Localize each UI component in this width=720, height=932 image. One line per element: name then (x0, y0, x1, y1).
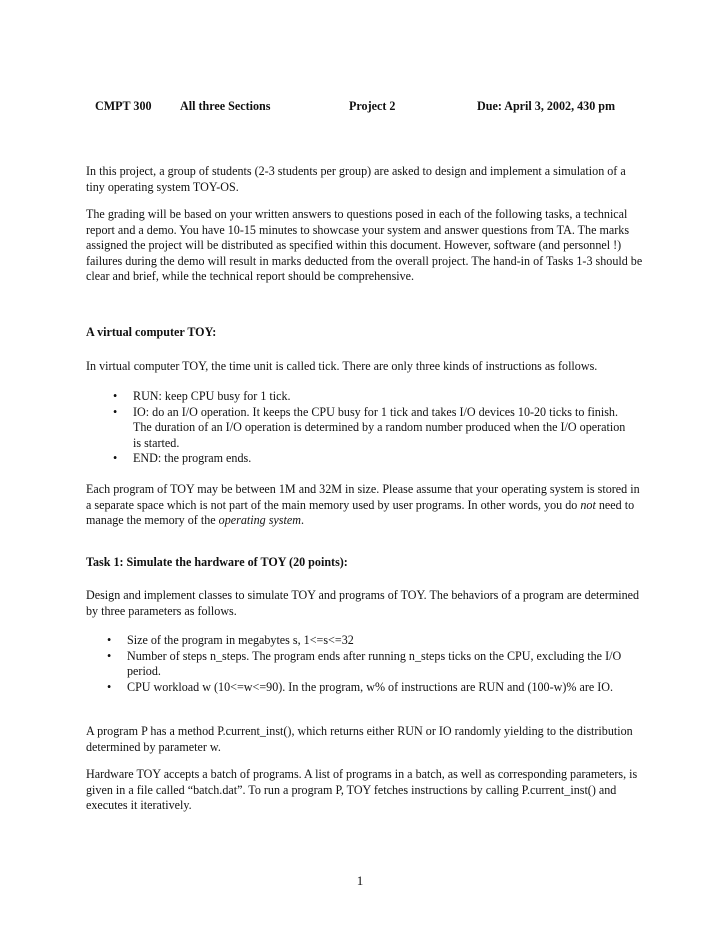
task1-heading: Task 1: Simulate the hardware of TOY (20 points): (86, 555, 348, 569)
list-item: • IO: do an I/O operation. It keeps the CPU busy for 1 tick and takes I/O devices 10-20 ticks to finish. The duration of an I/O operation is determined by a random number produced when the I/O operation is started. (113, 404, 626, 450)
project-title: Project 2 (349, 99, 396, 113)
emphasis-operating-system: operating system (218, 513, 301, 528)
list-item: • END: the program ends. (113, 451, 252, 466)
toy-paragraph-1: In virtual computer TOY, the time unit is called tick. There are only three kinds of instructions as follows. (86, 359, 598, 373)
list-item: • Number of steps n_steps. The program ends after running n_steps ticks on the CPU, excluding the I/O period. (107, 648, 622, 679)
course-sections: All three Sections (180, 99, 271, 113)
bullet-glyph: • (107, 679, 112, 694)
bullet-glyph: • (113, 404, 118, 419)
toy-paragraph-2: Each program of TOY may be between 1M and 32M in size. Please assume that your operating system is stored in a separate space which is not part of the main memory used by user programs. In other words, you do not need to manage the memory of the operating system. (86, 482, 640, 528)
intro-paragraph-2: The grading will be based on your written answers to questions posed in each of the following tasks, a technical report and a demo. You have 10-15 minutes to showcase your system and answer questions from TA. The marks assigned the project will be distributed as specified within this document. However, software (and personnel !) failures during the demo will result in marks deducted from the overall project. The hand-in of Tasks 1-3 should be clear and brief, while the technical report should be comprehensive. (86, 207, 643, 284)
task1-parameter-list (107, 633, 627, 695)
bullet-glyph: • (107, 633, 112, 647)
bullet-glyph: • (113, 389, 118, 403)
list-item: • CPU workload w (10<=w<=90). In the program, w% of instructions are RUN and (100-w)% are IO. (107, 679, 614, 694)
list-item: • Size of the program in megabytes s, 1<=s<=32 (107, 633, 354, 647)
list-item: • RUN: keep CPU busy for 1 tick. (113, 389, 291, 403)
intro-paragraph-1: In this project, a group of students (2-3 students per group) are asked to design and implement a simulation of a tiny operating system TOY-OS. (86, 164, 626, 194)
bullet-glyph: • (113, 451, 118, 466)
bullet-glyph: • (107, 648, 112, 663)
emphasis-not: not (580, 497, 596, 512)
task1-paragraph-2: A program P has a method P.current_inst(), which returns either RUN or IO randomly yielding to the distribution determined by parameter w. (86, 724, 633, 754)
toy-instruction-list (113, 389, 633, 467)
task1-paragraph-1: Design and implement classes to simulate TOY and programs of TOY. The behaviors of a program are determined by three parameters as follows. (86, 588, 640, 618)
due-date: Due: April 3, 2002, 430 pm (477, 99, 616, 113)
page-number: 1 (356, 873, 364, 888)
task1-paragraph-3: Hardware TOY accepts a batch of programs. A list of programs in a batch, as well as corresponding parameters, is given in a file called “batch.dat”. To run a program P, TOY fetches instructions by calling P.current_inst() and executes it iteratively. (86, 767, 638, 813)
course-code: CMPT 300 (95, 99, 152, 113)
toy-heading: A virtual computer TOY: (86, 325, 217, 339)
